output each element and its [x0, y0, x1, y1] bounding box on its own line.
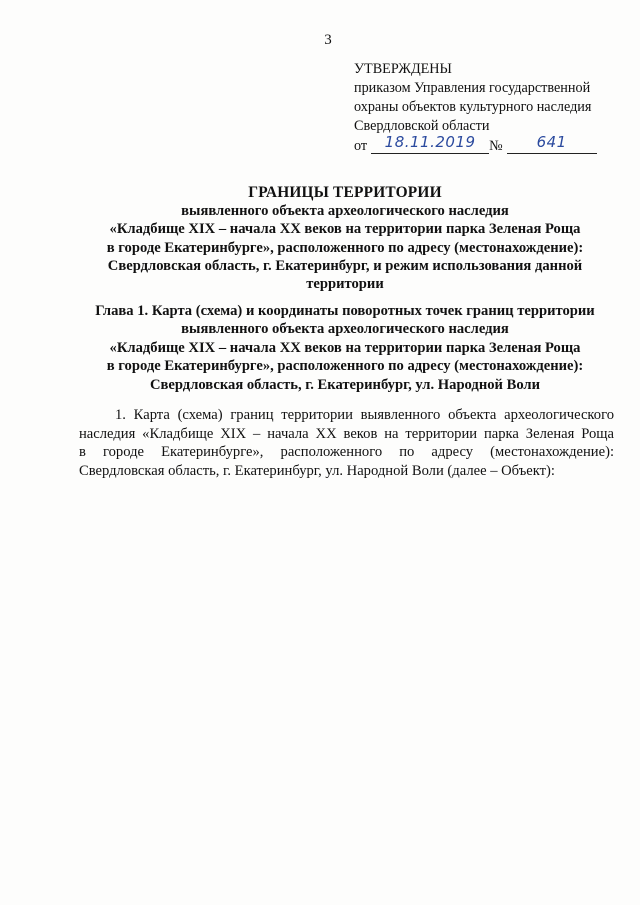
body-paragraph [79, 406, 614, 480]
approval-stamp-block [354, 60, 634, 156]
approval-line-2: охраны объектов культурного наследия [354, 99, 592, 115]
paragraph-line-3: в городе Екатеринбурге», расположенного по адресу (местонахождение): [79, 444, 614, 461]
page-number: 3 [324, 32, 332, 48]
chapter-line-2: выявленного объекта археологического наследия [181, 321, 509, 338]
chapter-line-1: Глава 1. Карта (схема) и координаты поворотных точек границ территории [95, 303, 595, 319]
chapter-line-4: в городе Екатеринбурге», расположенного по адресу (местонахождение): [106, 358, 584, 375]
title-line-5: Свердловская область, г. Екатеринбург, и режим использования данной [107, 257, 583, 274]
number-field [507, 133, 597, 154]
title-line-4: в городе Екатеринбурге», расположенного по адресу (местонахождение): [106, 239, 584, 256]
title-line-6: территории [306, 276, 384, 293]
title-line-1: ГРАНИЦЫ ТЕРРИТОРИИ [248, 184, 442, 201]
handwritten-date: 18.11.2019 [384, 133, 476, 151]
approval-heading: УТВЕРЖДЕНЫ [354, 61, 452, 77]
handwritten-number: 641 [536, 133, 567, 151]
date-prefix: от [354, 138, 368, 154]
approval-date-number-line [354, 133, 634, 156]
paragraph-line-2: наследия «Кладбище XIX – начала XX веков на территории парка Зеленая Роща [79, 425, 614, 442]
approval-line-1: приказом Управления государственной [354, 80, 591, 96]
date-field [371, 133, 489, 154]
paragraph-line-1: 1. Карта (схема) границ территории выявленного объекта археологического [115, 407, 614, 423]
document-title [60, 184, 630, 293]
title-line-3: «Кладбище XIX – начала XX веков на территории парка Зеленая Роща [109, 221, 581, 238]
chapter-line-3: «Кладбище XIX – начала XX веков на территории парка Зеленая Роща [109, 339, 581, 356]
chapter-line-5: Свердловская область, г. Екатеринбург, ул. Народной Воли [149, 376, 541, 393]
approval-line-3: Свердловской области [354, 118, 490, 134]
paragraph-line-4: Свердловская область, г. Екатеринбург, ул. Народной Воли (далее – Объект): [79, 462, 555, 479]
chapter-heading [60, 302, 630, 394]
title-line-2: выявленного объекта археологического наследия [181, 203, 509, 220]
number-prefix: № [489, 138, 503, 154]
